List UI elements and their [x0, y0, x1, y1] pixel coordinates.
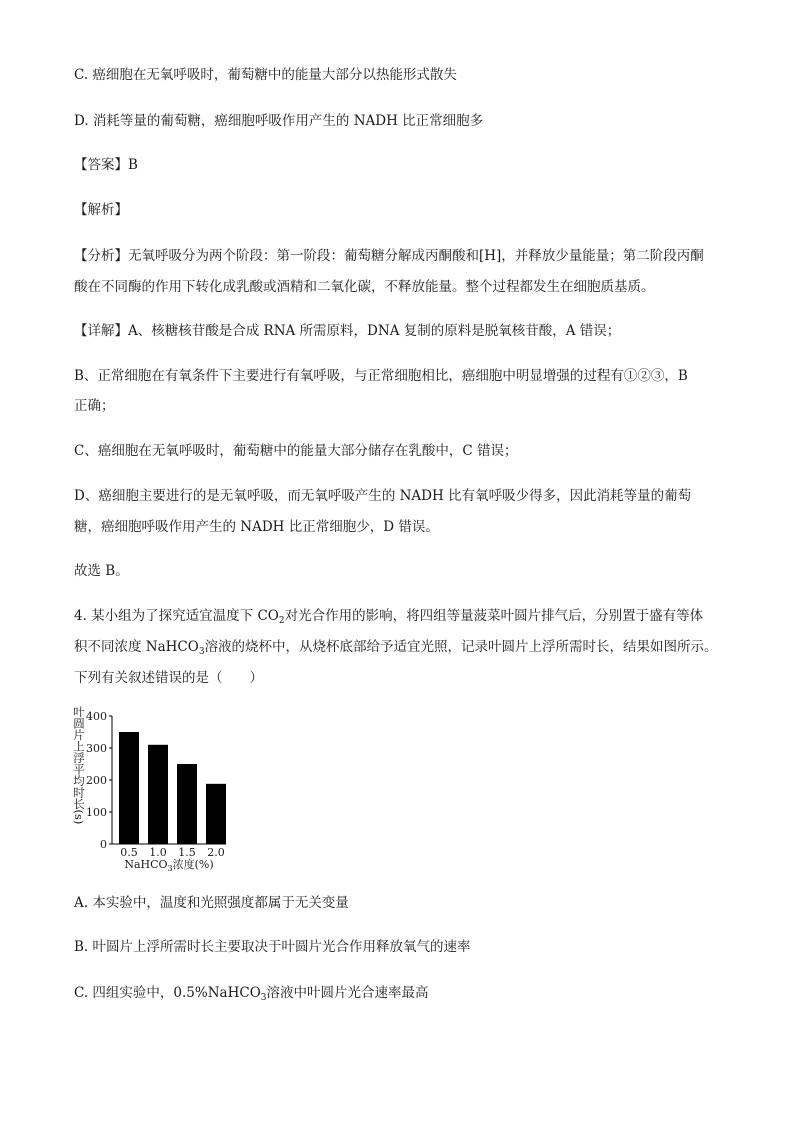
y-tick-label: 0: [100, 838, 107, 851]
conclusion-line: 故选 B。: [74, 563, 129, 579]
option-a-line: A. 本实验中，温度和光照强度都属于无关变量: [74, 895, 349, 911]
x-tick-label: 2.0: [207, 846, 225, 859]
y-ticks: [86, 710, 112, 851]
detail-d-line-1: D、癌细胞主要进行的是无氧呼吸，而无氧呼吸产生的 NADH 比有氧呼吸少得多，因此消耗等量的葡萄: [74, 488, 692, 504]
bars: [119, 732, 226, 844]
y-axis-title: 叶圆片上浮平均时长(s): [72, 706, 86, 825]
x-tick-label: 1.0: [149, 846, 167, 859]
analysis-line-2: 酸在不同酶的作用下转化成乳酸或酒精和二氧化碳，不释放能量。整个过程都发生在细胞质基质。: [74, 279, 655, 295]
bar-1.0: [148, 745, 168, 844]
detail-b-line-1: B、正常细胞在有氧条件下主要进行有氧呼吸，与正常细胞相比，癌细胞中明显增强的过程有①②③，B: [74, 368, 688, 384]
x-axis-title: NaHCO$_3$浓度(%): [124, 858, 214, 873]
option-c2-line: C. 四组实验中，0.5%NaHCO$_3$溶液中叶圆片光合速率最高: [74, 985, 429, 1003]
y-tick-label: 400: [86, 710, 107, 723]
y-axis-title-group: [72, 705, 86, 824]
detail-c-line: C、癌细胞在无氧呼吸时，葡萄糖中的能量大部分储存在乳酸中，C 错误；: [74, 443, 518, 459]
bar-1.5: [177, 764, 197, 844]
detail-d-line-2: 糖，癌细胞呼吸作用产生的 NADH 比正常细胞少，D 错误。: [74, 519, 439, 535]
option-b-line: B. 叶圆片上浮所需时长主要取决于叶圆片光合作用释放氧气的速率: [74, 939, 471, 955]
bar-2.0: [206, 784, 226, 844]
y-tick-label: 100: [86, 806, 107, 819]
detail-b-line-2: 正确；: [74, 398, 115, 414]
option-d-line: D. 消耗等量的葡萄糖，癌细胞呼吸作用产生的 NADH 比正常细胞多: [74, 113, 484, 129]
analysis-heading: 【解析】: [74, 202, 128, 218]
bar-0.5: [119, 732, 139, 844]
option-c-line: C. 癌细胞在无氧呼吸时，葡萄糖中的能量大部分以热能形式散失: [74, 67, 457, 83]
y-tick-label: 200: [86, 774, 107, 787]
question-4-line-1: 4. 某小组为了探究适宜温度下 $CO_2$对光合作用的影响，将四组等量菠菜叶圆片排气后，分别置于盛有等体: [74, 608, 704, 626]
bar-chart: [66, 702, 236, 877]
detail-a-line: 【详解】A、核糖核苷酸是合成 RNA 所需原料，DNA 复制的原料是脱氧核苷酸，A 错误；: [74, 323, 621, 339]
analysis-line-1: 【分析】无氧呼吸分为两个阶段：第一阶段：葡萄糖分解成丙酮酸和[H]，并释放少量能量；第二阶段丙酮: [74, 248, 704, 264]
answer-line: 【答案】B: [74, 157, 138, 173]
x-tick-label: 1.5: [178, 846, 196, 859]
question-4-line-3: 下列有关叙述错误的是（ ）: [74, 670, 263, 686]
x-tick-label: 0.5: [120, 846, 138, 859]
y-tick-label: 300: [86, 742, 107, 755]
question-4-line-2: 积不同浓度 NaHCO$_3$溶液的烧杯中，从烧杯底部给予适宜光照，记录叶圆片上浮所需时长，结果如图所示。: [74, 639, 718, 657]
